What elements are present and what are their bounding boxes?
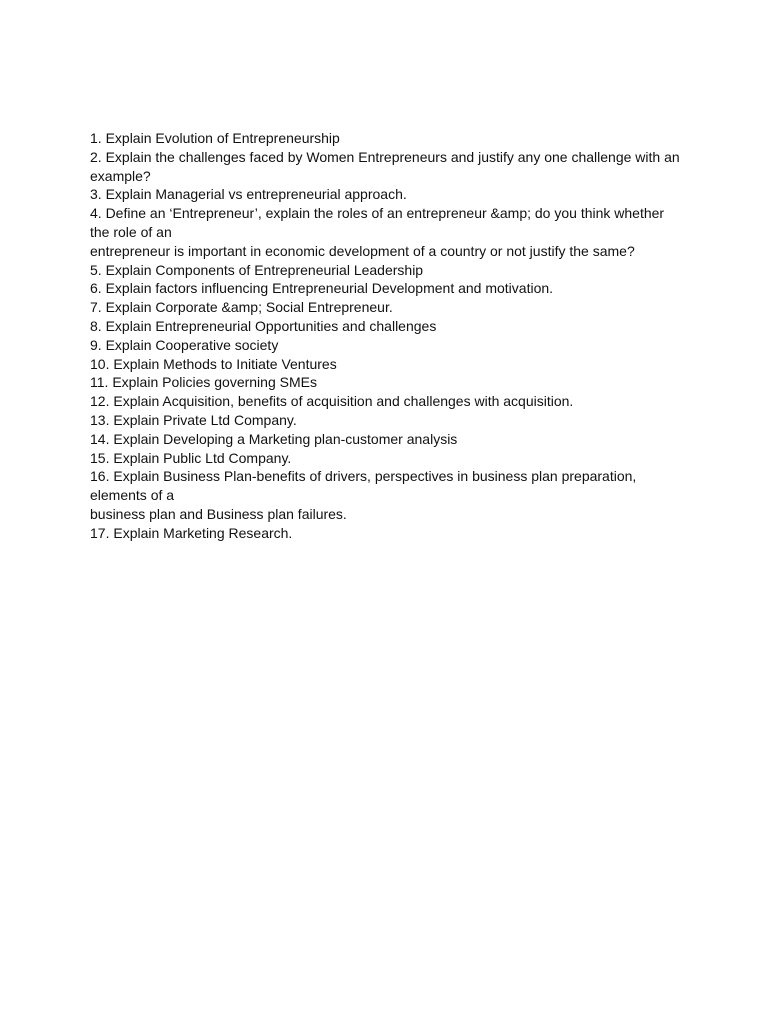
question-line: 10. Explain Methods to Initiate Ventures bbox=[90, 355, 337, 372]
question-line: 6. Explain factors influencing Entrepreneurial Development and motivation. bbox=[90, 280, 554, 297]
question-line: 8. Explain Entrepreneurial Opportunities and challenges bbox=[90, 317, 437, 334]
question-line: 9. Explain Cooperative society bbox=[90, 336, 279, 353]
question-line: the role of an bbox=[90, 223, 172, 240]
question-line: 16. Explain Business Plan-benefits of drivers, perspectives in business plan preparation, bbox=[90, 468, 637, 485]
question-line: 17. Explain Marketing Research. bbox=[90, 524, 293, 541]
question-line: 11. Explain Policies governing SMEs bbox=[90, 374, 317, 391]
question-line: business plan and Business plan failures. bbox=[90, 505, 347, 522]
question-line: 12. Explain Acquisition, benefits of acquisition and challenges with acquisition. bbox=[90, 393, 574, 410]
question-line: 14. Explain Developing a Marketing plan-customer analysis bbox=[90, 430, 458, 447]
question-line: 2. Explain the challenges faced by Women Entrepreneurs and justify any one challenge with an bbox=[90, 148, 680, 165]
question-line: 7. Explain Corporate &amp; Social Entrepreneur. bbox=[90, 299, 393, 316]
question-line: example? bbox=[90, 167, 151, 184]
question-line: elements of a bbox=[90, 487, 175, 504]
question-line: 1. Explain Evolution of Entrepreneurship bbox=[90, 130, 340, 146]
question-line: 4. Define an ‘Entrepreneur’, explain the roles of an entrepreneur &amp; do you think whether bbox=[90, 205, 665, 222]
question-line: 13. Explain Private Ltd Company. bbox=[90, 411, 297, 428]
question-line: 3. Explain Managerial vs entrepreneurial approach. bbox=[90, 186, 407, 203]
question-line: 5. Explain Components of Entrepreneurial Leadership bbox=[90, 261, 424, 278]
question-list bbox=[90, 129, 690, 543]
question-line: 15. Explain Public Ltd Company. bbox=[90, 449, 292, 466]
question-line: entrepreneur is important in economic development of a country or not justify the same? bbox=[90, 242, 635, 259]
